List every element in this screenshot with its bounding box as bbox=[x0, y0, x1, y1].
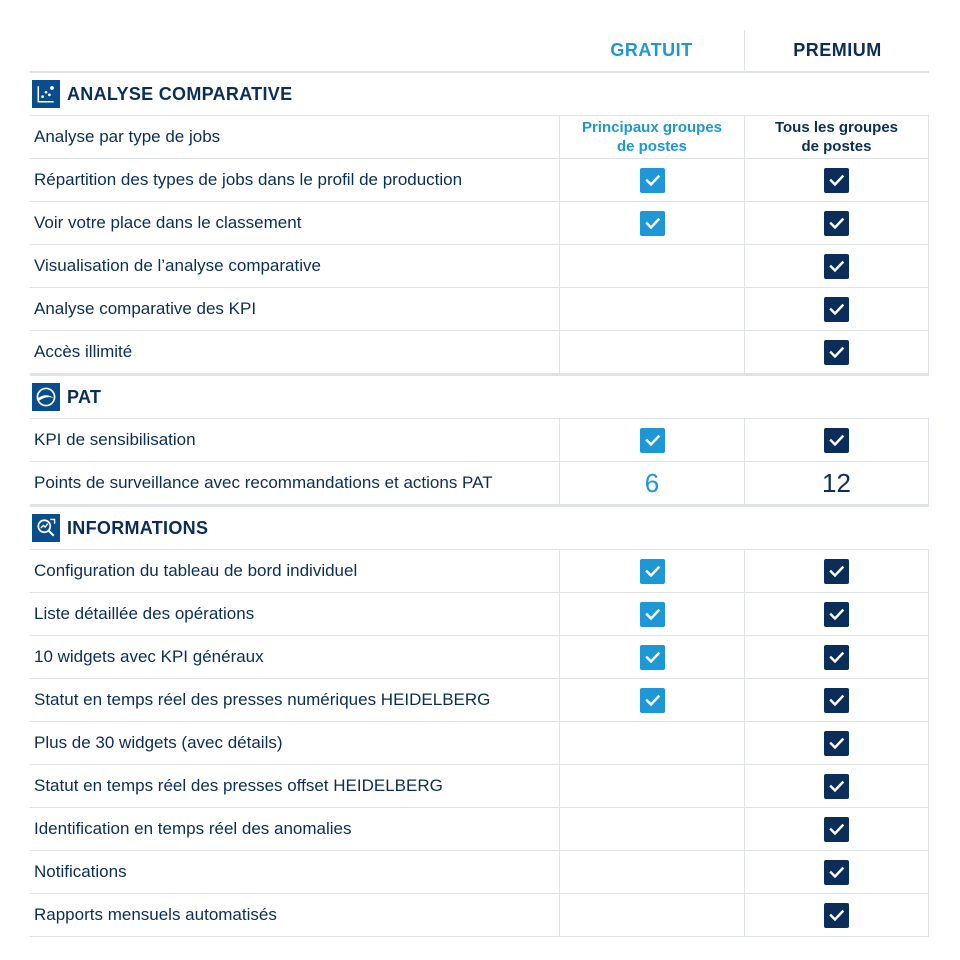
checkmark-icon bbox=[824, 774, 849, 799]
feature-label: Plus de 30 widgets (avec détails) bbox=[34, 733, 283, 752]
section-informations bbox=[30, 505, 929, 550]
gratuit-cell bbox=[559, 765, 744, 807]
table-row bbox=[30, 894, 929, 937]
cell-text: Principaux groupes de postes bbox=[581, 119, 723, 155]
gratuit-cell bbox=[559, 593, 744, 635]
premium-cell bbox=[744, 679, 929, 721]
gratuit-cell bbox=[559, 159, 744, 201]
feature-label: Accès illimité bbox=[34, 342, 133, 361]
table-row bbox=[30, 288, 929, 331]
checkmark-icon bbox=[640, 602, 665, 627]
gratuit-cell bbox=[559, 245, 744, 287]
table-row bbox=[30, 116, 929, 159]
checkmark-icon bbox=[824, 645, 849, 670]
checkmark-icon bbox=[640, 688, 665, 713]
checkmark-icon bbox=[824, 903, 849, 928]
comparison-table bbox=[30, 30, 929, 937]
column-header-premium: PREMIUM bbox=[744, 30, 930, 71]
magnifier-insight-icon bbox=[32, 514, 60, 542]
feature-label: Notifications bbox=[34, 862, 127, 881]
gratuit-cell bbox=[559, 462, 744, 504]
table-row bbox=[30, 202, 929, 245]
feature-label: Répartition des types de jobs dans le profil de production bbox=[34, 170, 463, 189]
checkmark-icon bbox=[824, 559, 849, 584]
feature-label: Analyse comparative des KPI bbox=[34, 299, 257, 318]
checkmark-icon bbox=[640, 168, 665, 193]
premium-cell bbox=[744, 331, 929, 373]
feature-label: Visualisation de l’analyse comparative bbox=[34, 256, 321, 275]
gratuit-cell bbox=[559, 202, 744, 244]
table-row bbox=[30, 331, 929, 374]
premium-cell bbox=[744, 245, 929, 287]
table-body bbox=[30, 73, 929, 937]
premium-cell bbox=[744, 894, 929, 936]
gratuit-cell bbox=[559, 894, 744, 936]
checkmark-icon bbox=[824, 254, 849, 279]
table-row bbox=[30, 593, 929, 636]
table-row bbox=[30, 550, 929, 593]
premium-cell bbox=[744, 202, 929, 244]
checkmark-icon bbox=[640, 428, 665, 453]
table-row bbox=[30, 245, 929, 288]
premium-cell bbox=[744, 593, 929, 635]
feature-label: Liste détaillée des opérations bbox=[34, 604, 255, 623]
gratuit-cell bbox=[559, 851, 744, 893]
gratuit-cell bbox=[559, 636, 744, 678]
table-row bbox=[30, 722, 929, 765]
table-row bbox=[30, 851, 929, 894]
premium-cell bbox=[744, 462, 929, 504]
table-row bbox=[30, 679, 929, 722]
table-row bbox=[30, 808, 929, 851]
gratuit-cell bbox=[559, 116, 744, 158]
gratuit-cell bbox=[559, 331, 744, 373]
premium-cell bbox=[744, 419, 929, 461]
feature-label: Rapports mensuels automatisés bbox=[34, 905, 277, 924]
checkmark-icon bbox=[824, 168, 849, 193]
checkmark-icon bbox=[640, 211, 665, 236]
checkmark-icon bbox=[824, 340, 849, 365]
premium-cell bbox=[744, 851, 929, 893]
premium-cell bbox=[744, 765, 929, 807]
premium-cell bbox=[744, 288, 929, 330]
checkmark-icon bbox=[824, 602, 849, 627]
chart-analysis-icon bbox=[32, 80, 60, 108]
premium-cell bbox=[744, 159, 929, 201]
feature-label: Identification en temps réel des anomalies bbox=[34, 819, 352, 838]
section-title: INFORMATIONS bbox=[67, 517, 209, 538]
feature-label: Analyse par type de jobs bbox=[34, 127, 221, 146]
checkmark-icon bbox=[824, 428, 849, 453]
feature-label: Configuration du tableau de bord individuel bbox=[34, 561, 358, 580]
gratuit-cell bbox=[559, 808, 744, 850]
checkmark-icon bbox=[824, 731, 849, 756]
gratuit-cell bbox=[559, 550, 744, 592]
premium-cell bbox=[744, 550, 929, 592]
gratuit-cell bbox=[559, 679, 744, 721]
table-row bbox=[30, 462, 929, 505]
gratuit-cell bbox=[559, 722, 744, 764]
premium-cell bbox=[744, 808, 929, 850]
table-row bbox=[30, 636, 929, 679]
feature-label: Voir votre place dans le classement bbox=[34, 213, 302, 232]
gratuit-cell bbox=[559, 288, 744, 330]
premium-cell bbox=[744, 116, 929, 158]
premium-cell bbox=[744, 722, 929, 764]
section-title: PAT bbox=[67, 386, 102, 407]
checkmark-icon bbox=[640, 559, 665, 584]
feature-label: Statut en temps réel des presses numériques HEIDELBERG bbox=[34, 690, 491, 709]
table-header bbox=[30, 30, 929, 73]
feature-label: Statut en temps réel des presses offset HEIDELBERG bbox=[34, 776, 443, 795]
checkmark-icon bbox=[824, 688, 849, 713]
feature-label: KPI de sensibilisation bbox=[34, 430, 196, 449]
column-header-gratuit: GRATUIT bbox=[610, 40, 693, 60]
premium-cell bbox=[744, 636, 929, 678]
feature-label: 10 widgets avec KPI généraux bbox=[34, 647, 264, 666]
checkmark-icon bbox=[640, 645, 665, 670]
cell-number: 12 bbox=[822, 467, 851, 498]
checkmark-icon bbox=[824, 860, 849, 885]
pat-logo-icon bbox=[32, 383, 60, 411]
checkmark-icon bbox=[824, 211, 849, 236]
checkmark-icon bbox=[824, 297, 849, 322]
table-row bbox=[30, 159, 929, 202]
cell-number: 6 bbox=[644, 467, 660, 498]
table-row bbox=[30, 765, 929, 808]
table-row bbox=[30, 419, 929, 462]
section-pat bbox=[30, 374, 929, 419]
cell-text: Tous les groupes de postes bbox=[774, 119, 899, 155]
section-analyse-comparative bbox=[30, 73, 929, 116]
checkmark-icon bbox=[824, 817, 849, 842]
section-title: ANALYSE COMPARATIVE bbox=[67, 83, 293, 104]
feature-label: Points de surveillance avec recommandations et actions PAT bbox=[34, 473, 493, 492]
gratuit-cell bbox=[559, 419, 744, 461]
